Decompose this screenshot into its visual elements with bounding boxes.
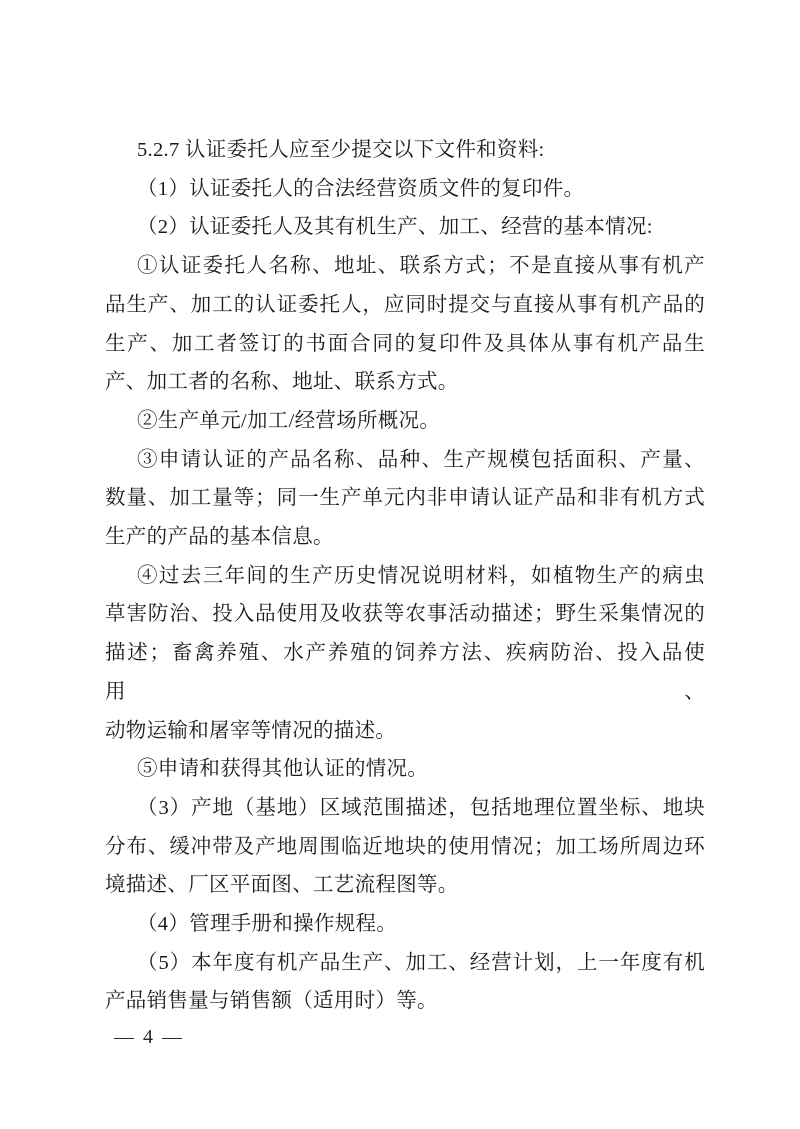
text-line: 数量、加工量等；同一生产单元内非申请认证产品和非有机方式	[105, 487, 705, 510]
text-line: 品生产、加工的认证委托人，应同时提交与直接从事有机产品的	[105, 293, 705, 316]
paragraph-5-2-7	[105, 131, 705, 170]
paragraph-circle-1	[105, 247, 705, 402]
paragraph-item-1	[105, 170, 705, 209]
text-line: 动物运输和屠宰等情况的描述。	[105, 719, 397, 742]
paragraph-item-4	[105, 905, 705, 944]
text-line: 境描述、厂区平面图、工艺流程图等。	[105, 874, 459, 897]
text-line: 生产、加工者签订的书面合同的复印件及具体从事有机产品生	[105, 332, 705, 355]
paragraph-circle-2	[105, 402, 705, 441]
text-line: 5.2.7 认证委托人应至少提交以下文件和资料:	[137, 139, 545, 161]
text-line: 生产的产品的基本信息。	[105, 526, 334, 549]
paragraph-item-5	[105, 944, 705, 1021]
text-line: ④过去三年间的生产历史情况说明材料，如植物生产的病虫	[137, 564, 705, 587]
text-line: （5）本年度有机产品生产、加工、经营计划，上一年度有机	[137, 951, 705, 974]
document-body	[105, 131, 705, 1021]
text-line: 草害防治、投入品使用及收获等农事活动描述；野生采集情况的	[105, 603, 705, 626]
text-line: ②生产单元/加工/经营场所概况。	[137, 409, 441, 432]
paragraph-circle-4	[105, 557, 705, 751]
text-line: 描述；畜禽养殖、水产养殖的饲养方法、疾病防治、投入品使用、	[105, 642, 705, 703]
paragraph-circle-5	[105, 750, 705, 789]
paragraph-circle-3	[105, 441, 705, 557]
paragraph-item-3	[105, 789, 705, 905]
text-line: 分布、缓冲带及产地周围临近地块的使用情况；加工场所周边环	[105, 835, 705, 858]
text-line: ⑤申请和获得其他认证的情况。	[137, 758, 429, 781]
text-line: （3）产地（基地）区域范围描述，包括地理位置坐标、地块	[137, 796, 705, 819]
text-line: ③申请认证的产品名称、品种、生产规模包括面积、产量、	[137, 448, 705, 471]
text-line: （4）管理手册和操作规程。	[137, 913, 398, 936]
text-line: 产品销售量与销售额（适用时）等。	[105, 990, 438, 1013]
text-line: （2）认证委托人及其有机生产、加工、经营的基本情况:	[137, 216, 653, 239]
text-line: （1）认证委托人的合法经营资质文件的复印件。	[137, 177, 585, 200]
text-line: 产、加工者的名称、地址、联系方式。	[105, 371, 459, 394]
page-number: — 4 —	[114, 1026, 184, 1048]
paragraph-item-2	[105, 208, 705, 247]
text-line: ①认证委托人名称、地址、联系方式；不是直接从事有机产	[137, 255, 705, 278]
